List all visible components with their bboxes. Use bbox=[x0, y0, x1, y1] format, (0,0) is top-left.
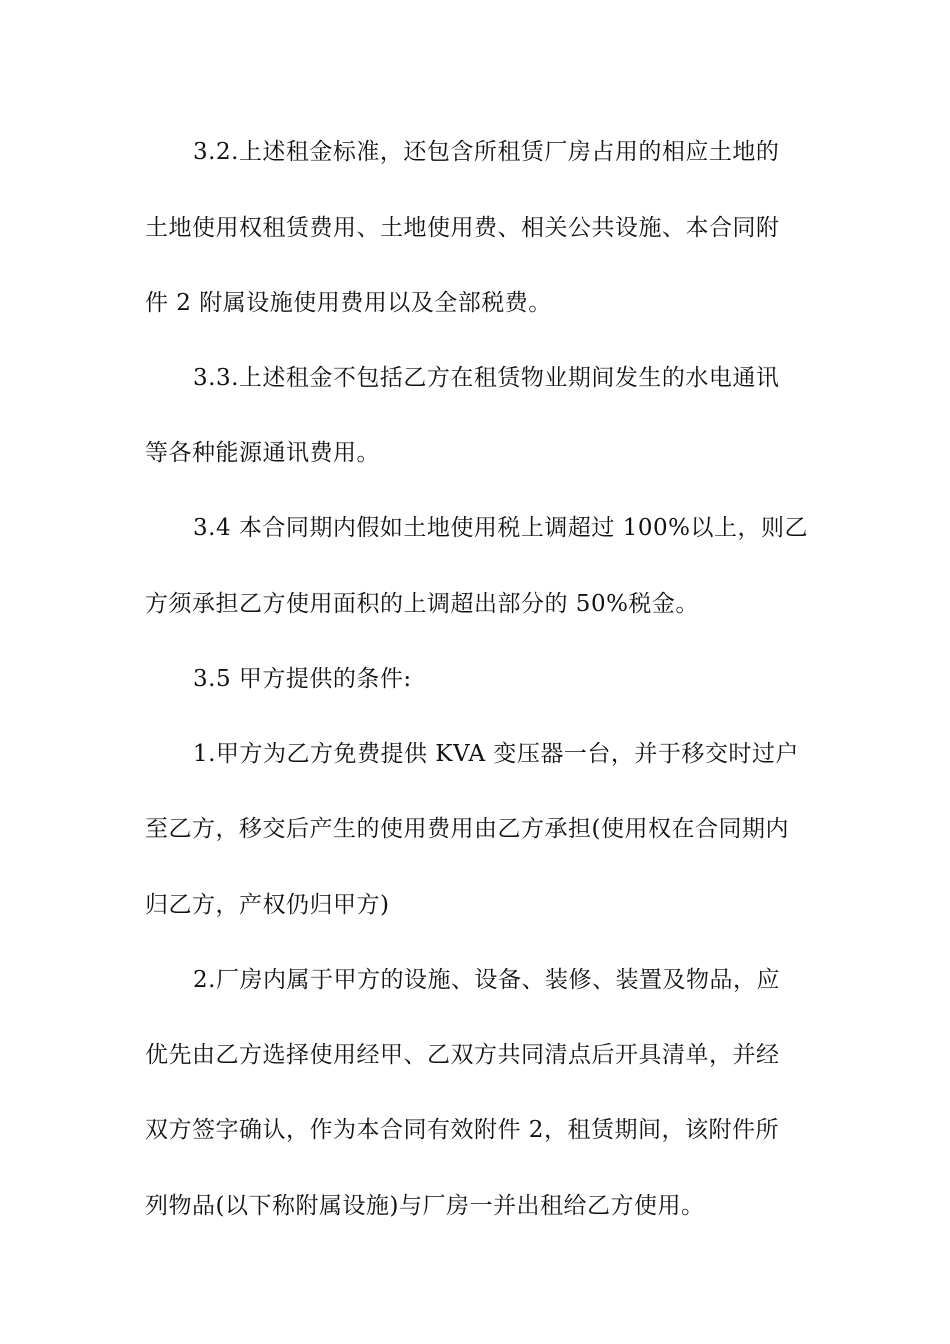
paragraph-3-3-line-2: 等各种能源通讯费用。 bbox=[145, 440, 380, 466]
item-2-line-2: 优先由乙方选择使用经甲、乙双方共同清点后开具清单，并经 bbox=[145, 1042, 780, 1068]
item-1-line-3: 归乙方，产权仍归甲方) bbox=[145, 892, 390, 918]
paragraph-3-3-line-1: 3.3.上述租金不包括乙方在租赁物业期间发生的水电通讯 bbox=[193, 365, 780, 391]
item-2-line-4: 列物品(以下称附属设施)与厂房一并出租给乙方使用。 bbox=[145, 1193, 705, 1219]
item-2-line-3: 双方签字确认，作为本合同有效附件 2，租赁期间，该附件所 bbox=[145, 1117, 779, 1143]
item-1-line-2: 至乙方，移交后产生的使用费用由乙方承担(使用权在合同期内 bbox=[145, 816, 789, 842]
item-2-line-1: 2.厂房内属于甲方的设施、设备、装修、装置及物品，应 bbox=[193, 967, 780, 993]
paragraph-3-2-line-2: 土地使用权租赁费用、土地使用费、相关公共设施、本合同附 bbox=[145, 215, 780, 241]
paragraph-3-2-line-1: 3.2.上述租金标准，还包含所租赁厂房占用的相应土地的 bbox=[193, 139, 780, 165]
item-1-line-1: 1.甲方为乙方免费提供 KVA 变压器一台，并于移交时过户 bbox=[193, 741, 799, 767]
paragraph-3-5-line-1: 3.5 甲方提供的条件: bbox=[193, 666, 412, 692]
paragraph-3-2-line-3: 件 2 附属设施使用费用以及全部税费。 bbox=[145, 290, 552, 316]
paragraph-3-4-line-1: 3.4 本合同期内假如土地使用税上调超过 100%以上，则乙 bbox=[193, 515, 808, 541]
paragraph-3-4-line-2: 方须承担乙方使用面积的上调超出部分的 50%税金。 bbox=[145, 591, 699, 617]
